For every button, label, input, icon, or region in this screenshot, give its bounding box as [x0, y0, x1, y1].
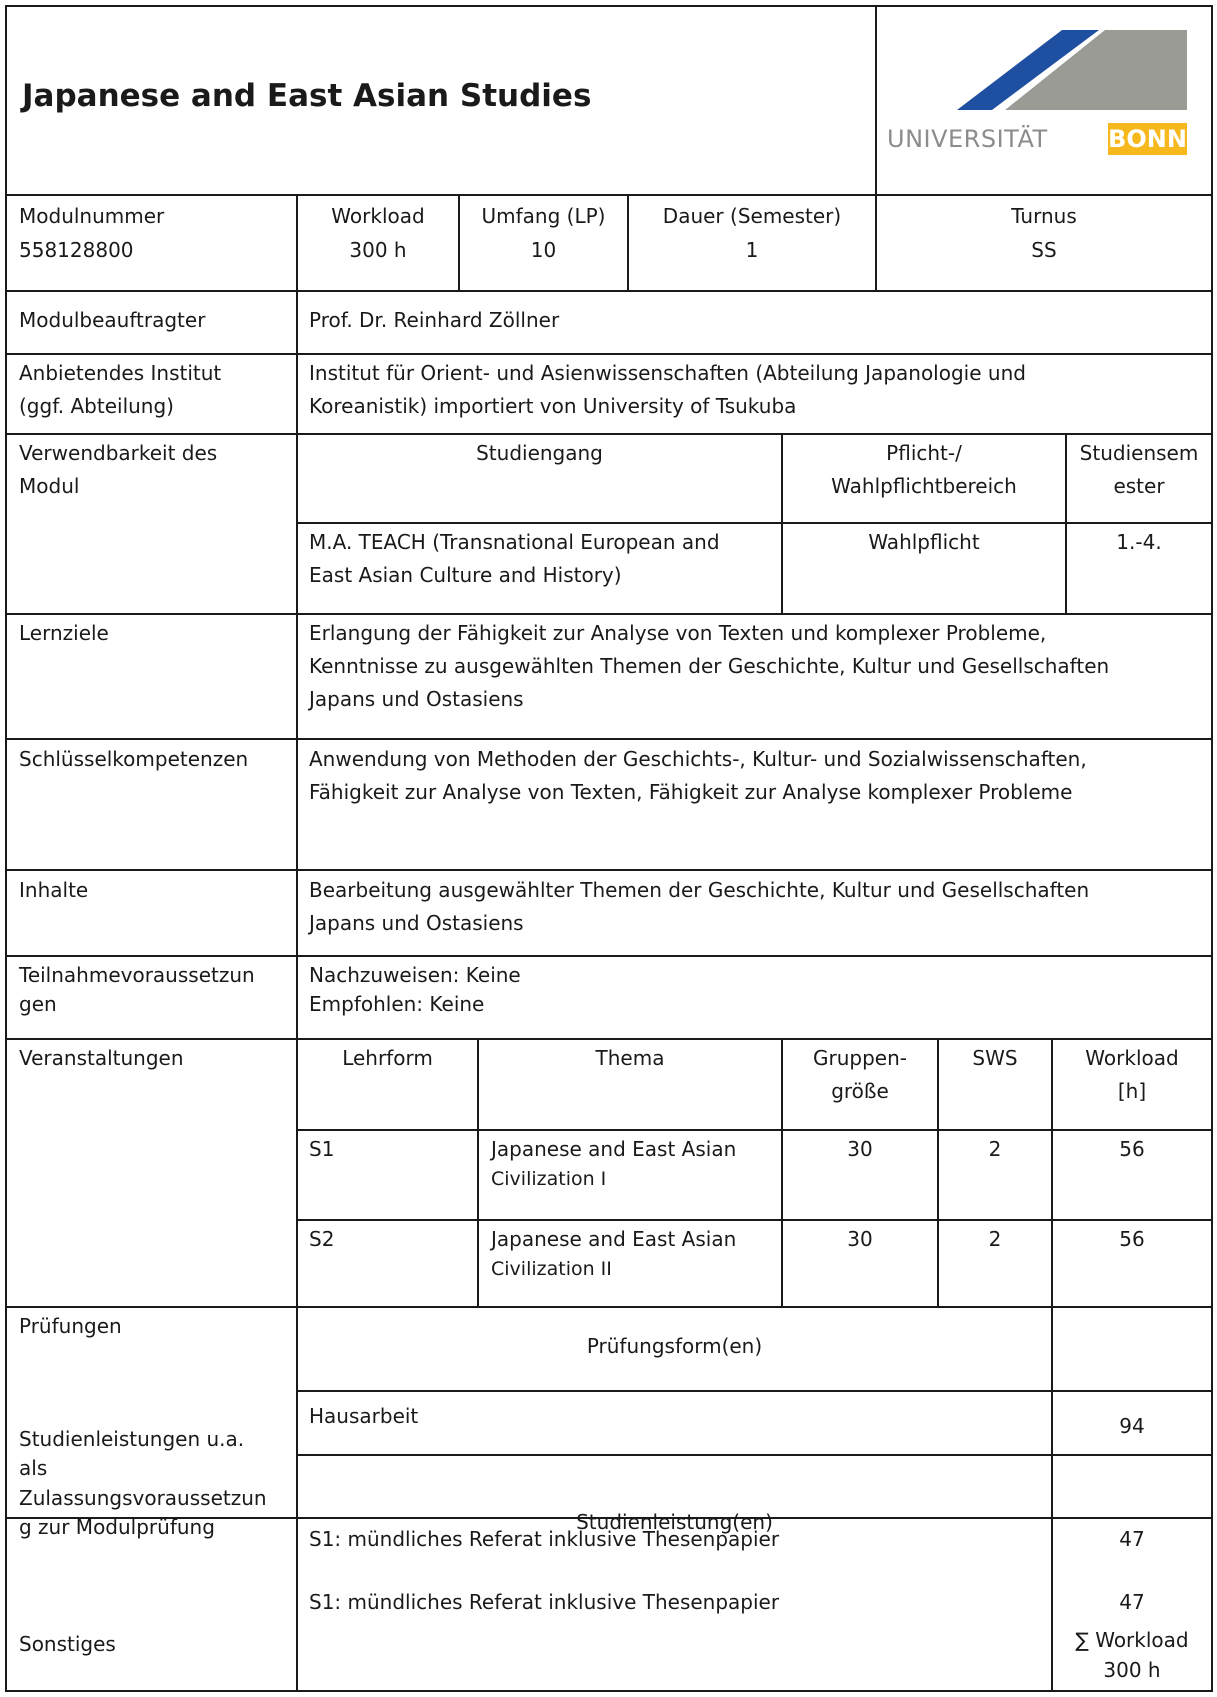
- institut-value-line-1: Institut für Orient- und Asienwissenschaften (Abteilung Japanologie und: [309, 361, 1026, 385]
- gruppe-header-line-1: Gruppen-: [813, 1046, 907, 1070]
- pruefungen-label: Prüfungen: [19, 1314, 122, 1338]
- pruefung-row-value: 94: [1119, 1414, 1145, 1438]
- studiengang-value-line-1: M.A. TEACH (Transnational European and: [309, 530, 720, 554]
- turnus-value: SS: [1031, 238, 1057, 262]
- schluessel-label: Schlüsselkompetenzen: [19, 747, 249, 771]
- gruppe-header-line-2: größe: [831, 1079, 889, 1103]
- workload-cell: 56: [1119, 1137, 1145, 1161]
- schluessel-line-1: Anwendung von Methoden der Geschichts-, Kultur- und Sozialwissenschaften,: [309, 747, 1087, 771]
- sws-cell: 2: [988, 1137, 1002, 1161]
- pruefungsform-header: Prüfungsform(en): [586, 1334, 763, 1358]
- turnus-label: Turnus: [1011, 204, 1077, 228]
- lernziele-line-3: Japans und Ostasiens: [309, 687, 524, 711]
- workload-label: Workload: [331, 204, 425, 228]
- lernziele-label: Lernziele: [19, 621, 109, 645]
- thema-header: Thema: [595, 1046, 665, 1070]
- semester-value: 1.-4.: [1116, 530, 1162, 554]
- inhalte-line-2: Japans und Ostasiens: [309, 911, 524, 935]
- workload-value: 300 h: [349, 238, 407, 262]
- studienleistung-row-2-value: 47: [1119, 1590, 1145, 1614]
- institut-label-line-2: (ggf. Abteilung): [19, 394, 174, 418]
- veranstaltungen-label: Veranstaltungen: [19, 1046, 184, 1070]
- studiengang-value-line-2: East Asian Culture and History): [309, 563, 622, 587]
- sonstiges-label: Sonstiges: [19, 1632, 116, 1656]
- pflicht-value: Wahlpflicht: [868, 530, 980, 554]
- workload-header-line-1: Workload: [1085, 1046, 1179, 1070]
- lehrform-cell: S1: [309, 1137, 335, 1161]
- teilnahme-label-line-1: Teilnahmevoraussetzun: [19, 963, 255, 987]
- studienleistungen-label-line-2: als: [19, 1456, 48, 1480]
- studienleistungen-label-line-3: Zulassungsvoraussetzun: [19, 1486, 267, 1510]
- lernziele-line-2: Kenntnisse zu ausgewählten Themen der Geschichte, Kultur und Gesellschaften: [309, 654, 1110, 678]
- dauer-label: Dauer (Semester): [662, 204, 842, 228]
- verwendbarkeit-label-line-2: Modul: [19, 474, 80, 498]
- umfang-label: Umfang (LP): [481, 204, 606, 228]
- logo-text-bonn: BONN: [1108, 125, 1187, 153]
- umfang-value: 10: [530, 238, 557, 262]
- teilnahme-line-1: Nachzuweisen: Keine: [309, 963, 521, 987]
- studienleistungen-label-line-4: g zur Modulprüfung: [19, 1515, 215, 1539]
- verwendbarkeit-label-line-1: Verwendbarkeit des: [19, 441, 218, 465]
- studiengang-header: Studiengang: [476, 441, 603, 465]
- studienleistung-row-2-text: S1: mündliches Referat inklusive Thesenpapier: [309, 1590, 780, 1614]
- modulbeauftragter-value: Prof. Dr. Reinhard Zöllner: [309, 308, 560, 332]
- thema-cell-line-1: Japanese and East Asian: [491, 1137, 737, 1161]
- inhalte-label: Inhalte: [19, 878, 89, 902]
- university-logo: [887, 30, 1187, 155]
- studienleistung-row-1-text: S1: mündliches Referat inklusive Thesenpapier: [309, 1527, 780, 1551]
- modulnummer-label: Modulnummer: [19, 204, 165, 228]
- dauer-value: 1: [745, 238, 759, 262]
- semester-header-line-1: Studiensem: [1079, 441, 1199, 465]
- inhalte-line-1: Bearbeitung ausgewählter Themen der Geschichte, Kultur und Gesellschaften: [309, 878, 1090, 902]
- teilnahme-label-line-2: gen: [19, 992, 57, 1016]
- institut-value-line-2: Koreanistik) importiert von University of Tsukuba: [309, 394, 797, 418]
- gruppe-cell: 30: [847, 1227, 873, 1251]
- page-title: Japanese and East Asian Studies: [22, 78, 592, 114]
- sws-cell: 2: [988, 1227, 1002, 1251]
- pflicht-header-line-1: Pflicht-/: [886, 441, 962, 465]
- studienleistung-header: Studienleistung(en): [576, 1510, 773, 1534]
- schluessel-line-2: Fähigkeit zur Analyse von Texten, Fähigkeit zur Analyse komplexer Probleme: [309, 780, 1073, 804]
- lernziele-line-1: Erlangung der Fähigkeit zur Analyse von Texten und komplexer Probleme,: [309, 621, 1047, 645]
- workload-cell: 56: [1119, 1227, 1145, 1251]
- teilnahme-line-2: Empfohlen: Keine: [309, 992, 485, 1016]
- thema-cell-line-2: Civilization I: [491, 1168, 607, 1190]
- studienleistungen-label-line-1: Studienleistungen u.a.: [19, 1427, 245, 1451]
- studienleistung-row-1-value: 47: [1119, 1527, 1145, 1551]
- gruppe-cell: 30: [847, 1137, 873, 1161]
- thema-cell-line-2: Civilization II: [491, 1258, 612, 1280]
- workload-header-line-2: [h]: [1117, 1079, 1147, 1103]
- pruefung-row-label: Hausarbeit: [309, 1404, 419, 1428]
- lehrform-cell: S2: [309, 1227, 335, 1251]
- modulbeauftragter-label: Modulbeauftragter: [19, 308, 206, 332]
- logo-text-universitaet: UNIVERSITÄT: [887, 125, 1048, 153]
- sum-workload-line-2: 300 h: [1103, 1658, 1161, 1682]
- semester-header-line-2: ester: [1113, 474, 1165, 498]
- sum-workload-line-1: ∑ Workload: [1075, 1628, 1189, 1652]
- lehrform-header: Lehrform: [342, 1046, 433, 1070]
- thema-cell-line-1: Japanese and East Asian: [491, 1227, 737, 1251]
- institut-label-line-1: Anbietendes Institut: [19, 361, 222, 385]
- sws-header: SWS: [972, 1046, 1018, 1070]
- modulnummer-value: 558128800: [19, 238, 134, 262]
- pflicht-header-line-2: Wahlpflichtbereich: [831, 474, 1017, 498]
